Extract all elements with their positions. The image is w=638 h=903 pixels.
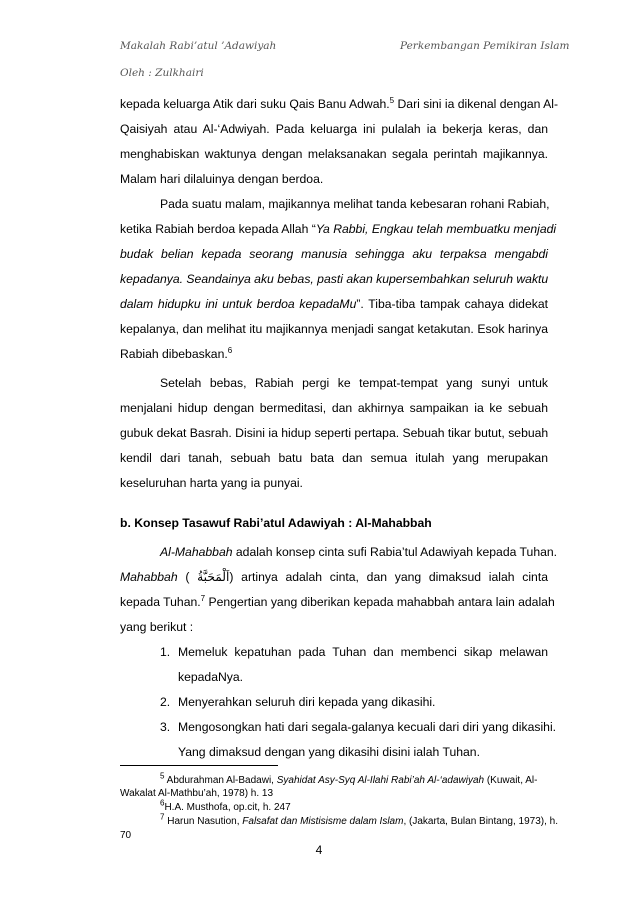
page-number: 4: [315, 843, 323, 857]
running-header-right: Perkembangan Pemikiran Islam: [400, 40, 570, 52]
text-line: Pada suatu malam, majikannya melihat tanda kebesaran rohani Rabiah,: [160, 197, 550, 211]
text-line: gubuk dekat Basrah. Disini ia hidup seperti pertapa. Sebuah tikar butut, sebuah: [120, 426, 549, 440]
list-item-continuation: kepadaNya.: [178, 670, 244, 684]
list-item-continuation: Yang dimaksud dengan yang dikasihi disini ialah Tuhan.: [178, 745, 480, 759]
text-line: keseluruhan harta yang ia punyai.: [120, 476, 303, 490]
text-line: kepada Tuhan.$^7$ Pengertian yang diberikan kepada mahabbah antara lain adalah: [120, 593, 555, 609]
footnote-ref: 7: [200, 593, 206, 603]
text-line: yang berikut :: [120, 620, 194, 634]
text-line: Al-Mahabbah adalah konsep cinta sufi Rabia’tul Adawiyah kepada Tuhan.: [160, 545, 558, 559]
text-line: Malam hari dilaluinya dengan berdoa.: [120, 172, 324, 186]
footnote-ref: 6: [227, 345, 233, 355]
list-item: 3. Mengosongkan hati dari segala-galanya kecuali dari diri yang dikasihi.: [160, 720, 557, 734]
footnote-5: $^5$ Abdurahman Al-Badawi, Syahidat Asy-Syq Al-Ilahi Rabi’ah Al-‘adawiyah (Kuwait, Al-: [160, 771, 538, 786]
list-item: 1. Memeluk kepatuhan pada Tuhan dan membenci sikap melawan: [160, 645, 548, 659]
footnote-7-cont: 70: [120, 830, 132, 841]
text-line: menghabiskan waktunya dengan melaksanakan segala perintah majikannya.: [120, 147, 548, 161]
text-line: Setelah bebas, Rabiah pergi ke tempat-tempat yang sunyi untuk: [160, 376, 548, 390]
author-line: Oleh : Zulkhairi: [120, 67, 204, 79]
text-line: ketika Rabiah berdoa kepada Allah “Ya Rabbi, Engkau telah membuatku menjadi: [120, 222, 557, 236]
footnote-ref: 5: [389, 95, 395, 105]
list-item: 2. Menyerahkan seluruh diri kepada yang dikasihi.: [160, 695, 436, 709]
text-line: Qaisiyah atau Al-‘Adwiyah. Pada keluarga ini pulalah ia bekerja keras, dan: [120, 122, 548, 136]
text-line: Mahabbah ( اَلْمَحَبَّةُ) artinya adalah cinta, dan yang dimaksud ialah cinta: [120, 570, 548, 584]
running-header-left: Makalah Rabi’atul ’Adawiyah: [120, 40, 277, 52]
text-line: kendil dari tanah, sebuah batu bata dan semua itulah yang merupakan: [120, 451, 548, 465]
text-line: kepalanya, dan melihat itu majikannya menjadi sangat ketakutan. Esok harinya: [120, 322, 548, 336]
text-line: budak belian kepada seorang manusia sehingga aku terpaksa mengabdi: [120, 247, 548, 261]
footnote-separator: [120, 765, 278, 766]
text-line: dalam hidupku ini untuk berdoa kepadaMu”. Tiba-tiba tampak cahaya didekat: [120, 297, 548, 311]
arabic-term: اَلْمَحَبَّةُ: [197, 570, 230, 584]
footnote-6: $^6$H.A. Musthofa, op.cit, h. 247: [160, 798, 291, 813]
text-line: Rabiah dibebaskan.$^6$: [120, 345, 233, 361]
text-line: menjalani hidup dengan bermeditasi, dan akhirnya sampaikan ia ke sebuah: [120, 401, 548, 415]
footnote-5-cont: Wakalat Al-Mathbu’ah, 1978) h. 13: [120, 788, 274, 799]
section-heading: b. Konsep Tasawuf Rabi’atul Adawiyah : Al-Mahabbah: [120, 516, 432, 530]
text-line: kepadanya. Seandainya aku bebas, pasti akan kupersembahkan seluruh waktu: [120, 272, 549, 286]
text-line: kepada keluarga Atik dari suku Qais Banu Adwah.$^5$ Dari sini ia dikenal dengan Al-: [120, 95, 559, 111]
footnote-7: $^7$ Harun Nasution, Falsafat dan Mistisisme dalam Islam, (Jakarta, Bulan Bintang, 1973), h.: [160, 812, 558, 827]
